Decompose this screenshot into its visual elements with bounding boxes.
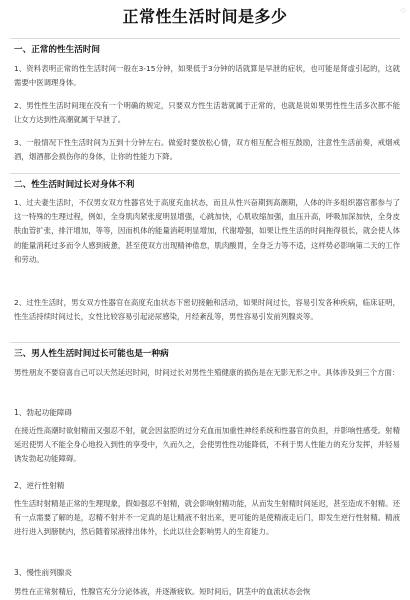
list-item-label: 2、逆行性射精 xyxy=(14,481,65,490)
paragraph: 1、资料表明正常的性生活时间一般在3-15分钟，如果低于3分钟的话就算是早泄的症状，也可能是肾虚引起的，这就需要中医调理身体。 xyxy=(14,64,400,88)
section-heading: 二、性生活时间过长对身体不利 xyxy=(14,180,135,190)
section-divider xyxy=(10,38,400,39)
list-item-text: 性生活时射精是正常的生理现象，假如强忍不射精，就会影响射精功能，从而发生射精时间延迟，甚至造成不射精。还有一点需要了解的是，忍精不射并不一定真的是让精液不射出来，更可能的是使精液走后门，即发生逆行性射精。精液进行进入到膀胱内，然后随着尿液排出体外，长此以往会影响男人的生育能力。 xyxy=(14,499,400,537)
list-item-label: 3、慢性前列腺炎 xyxy=(14,568,72,577)
page-title: 正常性生活时间是多少 xyxy=(122,7,288,26)
paragraph: 2、过性生活时，男女双方性器官在高度充血状态下密切接触和活动，如果时间过长，容易引发各种疾病，临床证明，性生活持续时间过长，女性比较容易引起泌尿感染，月经紊乱等，男性容易引发前列腺炎等。 xyxy=(14,298,400,322)
list-item-text: 在接近性高潮时欲射精而又强忍不射，就会因盆腔的过分充血而加重性神经系统和性器官的负担，并影响性感受。射精延迟使男人不能全身心地投入到性的享受中，久而久之，会使男性性功能降低，不利于男人性能力的充分发挥，并轻易诱发勃起功能障碍。 xyxy=(14,426,400,464)
section-heading: 一、正常的性生活时间 xyxy=(14,45,100,55)
paragraph: 1、过夫妻生活时，不仅男女双方性器官处于高度充血状态，而且从性兴奋期到高潮期，人体的许多组织器官都参与了这一特殊的生理过程，例如，全身肌肉紧张度明显增强，心跳加快，心肌收缩加强，血压升高，呼吸加深加快，全身皮肤血管扩张，排汗增加，等等，因而机体的能量消耗明显增加，代谢增强，如果让性生活的时间拖得很长，就会使人体的能量消耗过多而令人感到疲惫，甚至使双方出现精神倦怠，肌肉酸胃，全身乏力等不适，这样势必影响第二天的工作和劳动。 xyxy=(14,198,400,264)
section-heading: 三、男人性生活时间过长可能也是一种病 xyxy=(14,349,169,359)
section-divider xyxy=(10,342,400,343)
list-item-label: 1、勃起功能障碍 xyxy=(14,408,72,417)
paragraph: 2、男性性生活时间现在没有一个明确的规定，只要双方性生活谐就属于正常的，也就是说如果男性性生活多次都不能让女方达到性高潮就属于早泄了。 xyxy=(14,101,400,125)
list-item-text: 男性在正常射精后，性腺官充分分泌体液，并逐渐疲软。短时间后，阴茎中的血流状态会恢 xyxy=(14,587,311,596)
paragraph: 3、一般情况下性生活时间为五到十分钟左右。做爱时要放松心情，双方相互配合相互鼓励，注意性生活前奏，戒烟戒酒，烟酒都会损伤你的身体，让你的性能力下降。 xyxy=(14,138,400,162)
section-divider xyxy=(10,173,400,174)
corner-mark: ◇ xyxy=(400,6,406,14)
paragraph: 男性朋友不要窃喜自己可以天然延迟时间，时间过长对男性生殖健康的损伤是在无影无形之中。具体涉及到三个方面： xyxy=(14,368,400,377)
